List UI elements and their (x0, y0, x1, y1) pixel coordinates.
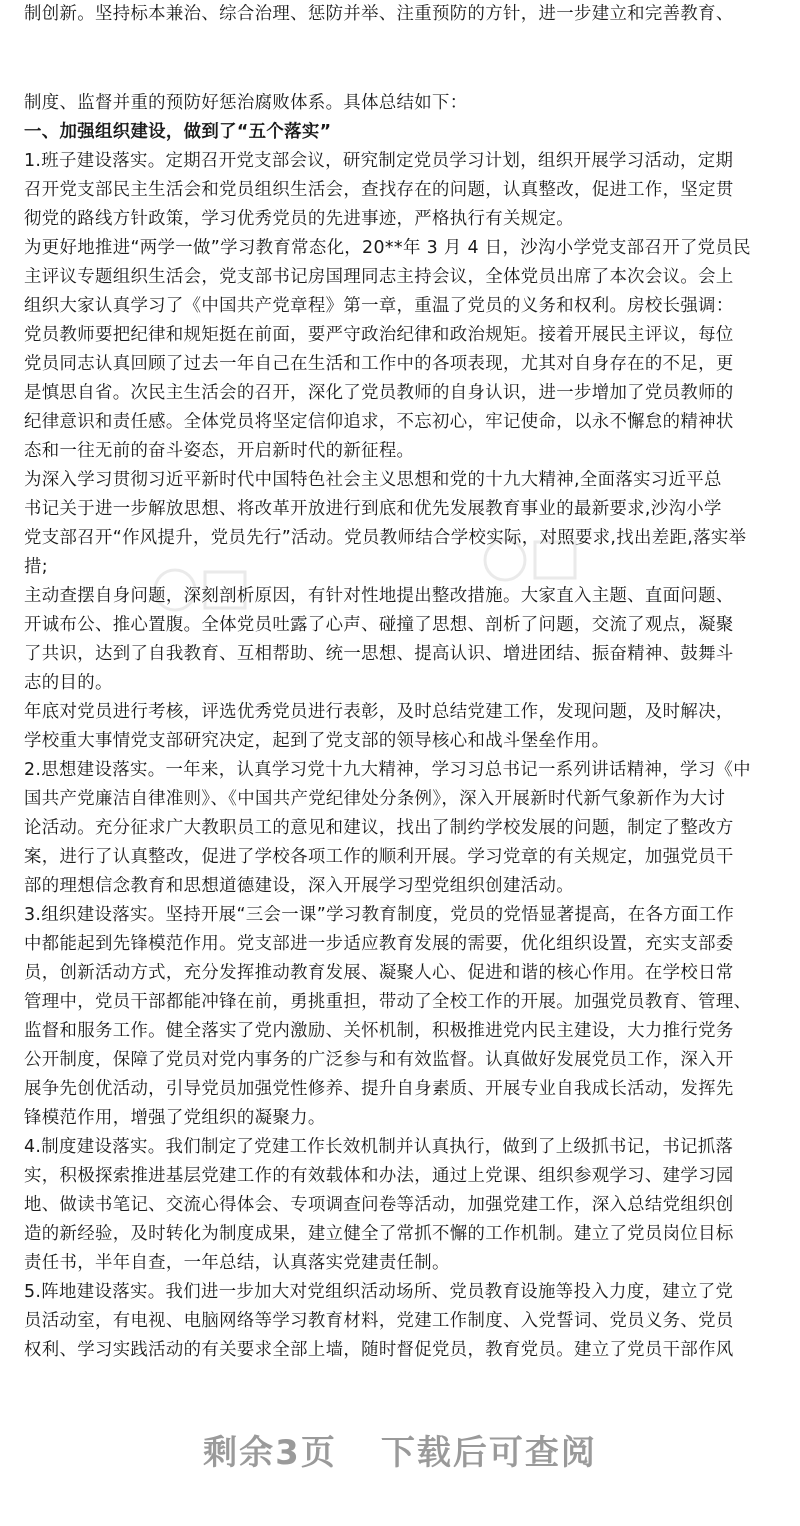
text-line: 论活动。充分征求广大教职员工的意见和建议，找出了制约学校发展的问题，制定了整改方 (24, 818, 734, 838)
text-line: 国共产党廉洁自律准则》、《中国共产党纪律处分条例》，深入开展新时代新气象新作为大讨 (24, 789, 726, 809)
text-line: 锋模范作用，增强了党组织的凝聚力。 (24, 1108, 326, 1128)
text-line: 党员教师要把纪律和规矩挺在前面，要严守政治纪律和政治规矩。接着开展民主评议，每位 (24, 325, 734, 345)
text-line: 监督和服务工作。健全落实了党内激励、关怀机制，积极推进党内民主建设，大力推行党务 (24, 1021, 734, 1041)
text-line: 3.组织建设落实。坚持开展“三会一课”学习教育制度，党员的党悟显著提高，在各方面工作 (24, 905, 735, 925)
document-body (24, 89, 784, 1365)
text-line: 学校重大事情党支部研究决定，起到了党支部的领导核心和战斗堡垒作用。 (24, 731, 610, 751)
text-line: 彻党的路线方针政策，学习优秀党员的先进事迹，严格执行有关规定。 (24, 209, 574, 229)
text-line: 为更好地推进“两学一做”学习教育常态化，20**年 3 月 4 日，沙沟小学党支部召开了党员民 (24, 238, 751, 258)
text-line: 4.制度建设落实。我们制定了党建工作长效机制并认真执行，做到了上级抓书记，书记抓落 (24, 1137, 734, 1157)
text-line: 纪律意识和责任感。全体党员将坚定信仰追求，不忘初心，牢记使命，以永不懈怠的精神状 (24, 412, 734, 432)
text-line: 1.班子建设落实。定期召开党支部会议，研究制定党员学习计划，组织开展学习活动，定期 (24, 151, 734, 171)
download-prompt[interactable] (0, 1418, 800, 1488)
text-line: 5.阵地建设落实。我们进一步加大对党组织活动场所、党员教育设施等投入力度，建立了党 (24, 1282, 734, 1302)
text-line: 是慎思自省。次民主生活会的召开，深化了党员教师的自身认识，进一步增加了党员教师的 (24, 383, 734, 403)
section-heading: 一、加强组织建设，做到了“五个落实” (24, 122, 332, 142)
text-line: 组织大家认真学习了《中国共产党章程》第一章，重温了党员的义务和权利。房校长强调： (24, 296, 734, 316)
text-line: 实，积极探索推进基层党建工作的有效载体和办法，通过上党课、组织参观学习、建学习园 (24, 1166, 734, 1186)
text-line: 年底对党员进行考核，评选优秀党员进行表彰，及时总结党建工作，发现问题，及时解决， (24, 702, 734, 722)
text-line: 员，创新活动方式，充分发挥推动教育发展、凝聚人心、促进和谐的核心作用。在学校日常 (24, 963, 734, 983)
remaining-pages-label[interactable]: 剩余3页 (203, 1433, 337, 1473)
text-line: 态和一往无前的奋斗姿态，开启新时代的新征程。 (24, 441, 415, 461)
text-line: 2.思想建设落实。一年来，认真学习党十九大精神，学习习总书记一系列讲话精神，学习《中 (24, 760, 751, 780)
text-line: 党支部召开“作风提升，党员先行”活动。党员教师结合学校实际，对照要求,找出差距,落实举 (24, 528, 747, 548)
text-line: 志的目的。 (24, 673, 113, 693)
text-line: 党员同志认真回顾了过去一年自己在生活和工作中的各项表现，尤其对自身存在的不足，更 (24, 354, 734, 374)
text-line: 造的新经验，及时转化为制度成果，建立健全了常抓不懈的工作机制。建立了党员岗位目标 (24, 1224, 734, 1244)
text-line: 展争先创优活动，引导党员加强党性修养、提升自身素质、开展专业自我成长活动，发挥先 (24, 1079, 734, 1099)
text-line: 地、做读书笔记、交流心得体会、专项调查问卷等活动，加强党建工作，深入总结党组织创 (24, 1195, 734, 1215)
text-line: 制创新。坚持标本兼治、综合治理、惩防并举、注重预防的方针，进一步建立和完善教育、 (24, 4, 734, 24)
text-line: 为深入学习贯彻习近平新时代中国特色社会主义思想和党的十九大精神,全面落实习近平总 (24, 470, 722, 490)
text-line: 管理中，党员干部都能冲锋在前，勇挑重担，带动了全校工作的开展。加强党员教育、管理、 (24, 992, 752, 1012)
text-line: 主动查摆自身问题，深刻剖析原因，有针对性地提出整改措施。大家直入主题、直面问题、 (24, 586, 734, 606)
text-line: 制度、监督并重的预防好惩治腐败体系。具体总结如下： (24, 93, 468, 113)
text-line: 权利、学习实践活动的有关要求全部上墙，随时督促党员，教育党员。建立了党员干部作风 (24, 1340, 734, 1360)
download-to-view-label[interactable]: 下载后可查阅 (380, 1433, 597, 1473)
text-line: 了共识，达到了自我教育、互相帮助、统一思想、提高认识、增进团结、振奋精神、鼓舞斗 (24, 644, 734, 664)
text-line: 书记关于进一步解放思想、将改革开放进行到底和优先发展教育事业的最新要求,沙沟小学 (24, 499, 722, 519)
text-line: 召开党支部民主生活会和党员组织生活会，查找存在的问题，认真整改，促进工作，坚定贯 (24, 180, 734, 200)
text-line: 责任书，半年自查，一年总结，认真落实党建责任制。 (24, 1253, 450, 1273)
top-fragment (24, 0, 784, 29)
text-line: 部的理想信念教育和思想道德建设，深入开展学习型党组织创建活动。 (24, 876, 574, 896)
text-line: 公开制度，保障了党员对党内事务的广泛参与和有效监督。认真做好发展党员工作，深入开 (24, 1050, 734, 1070)
text-line: 措; (24, 557, 48, 577)
text-line: 案，进行了认真整改，促进了学校各项工作的顺利开展。学习党章的有关规定，加强党员干 (24, 847, 734, 867)
text-line: 主评议专题组织生活会，党支部书记房国理同志主持会议，全体党员出席了本次会议。会上 (24, 267, 734, 287)
text-line: 开诚布公、推心置腹。全体党员吐露了心声、碰撞了思想、剖析了问题，交流了观点，凝聚 (24, 615, 734, 635)
text-line: 中都能起到先锋模范作用。党支部进一步适应教育发展的需要，优化组织设置，充实支部委 (24, 934, 734, 954)
text-line: 员活动室，有电视、电脑网络等学习教育材料，党建工作制度、入党誓词、党员义务、党员 (24, 1311, 734, 1331)
